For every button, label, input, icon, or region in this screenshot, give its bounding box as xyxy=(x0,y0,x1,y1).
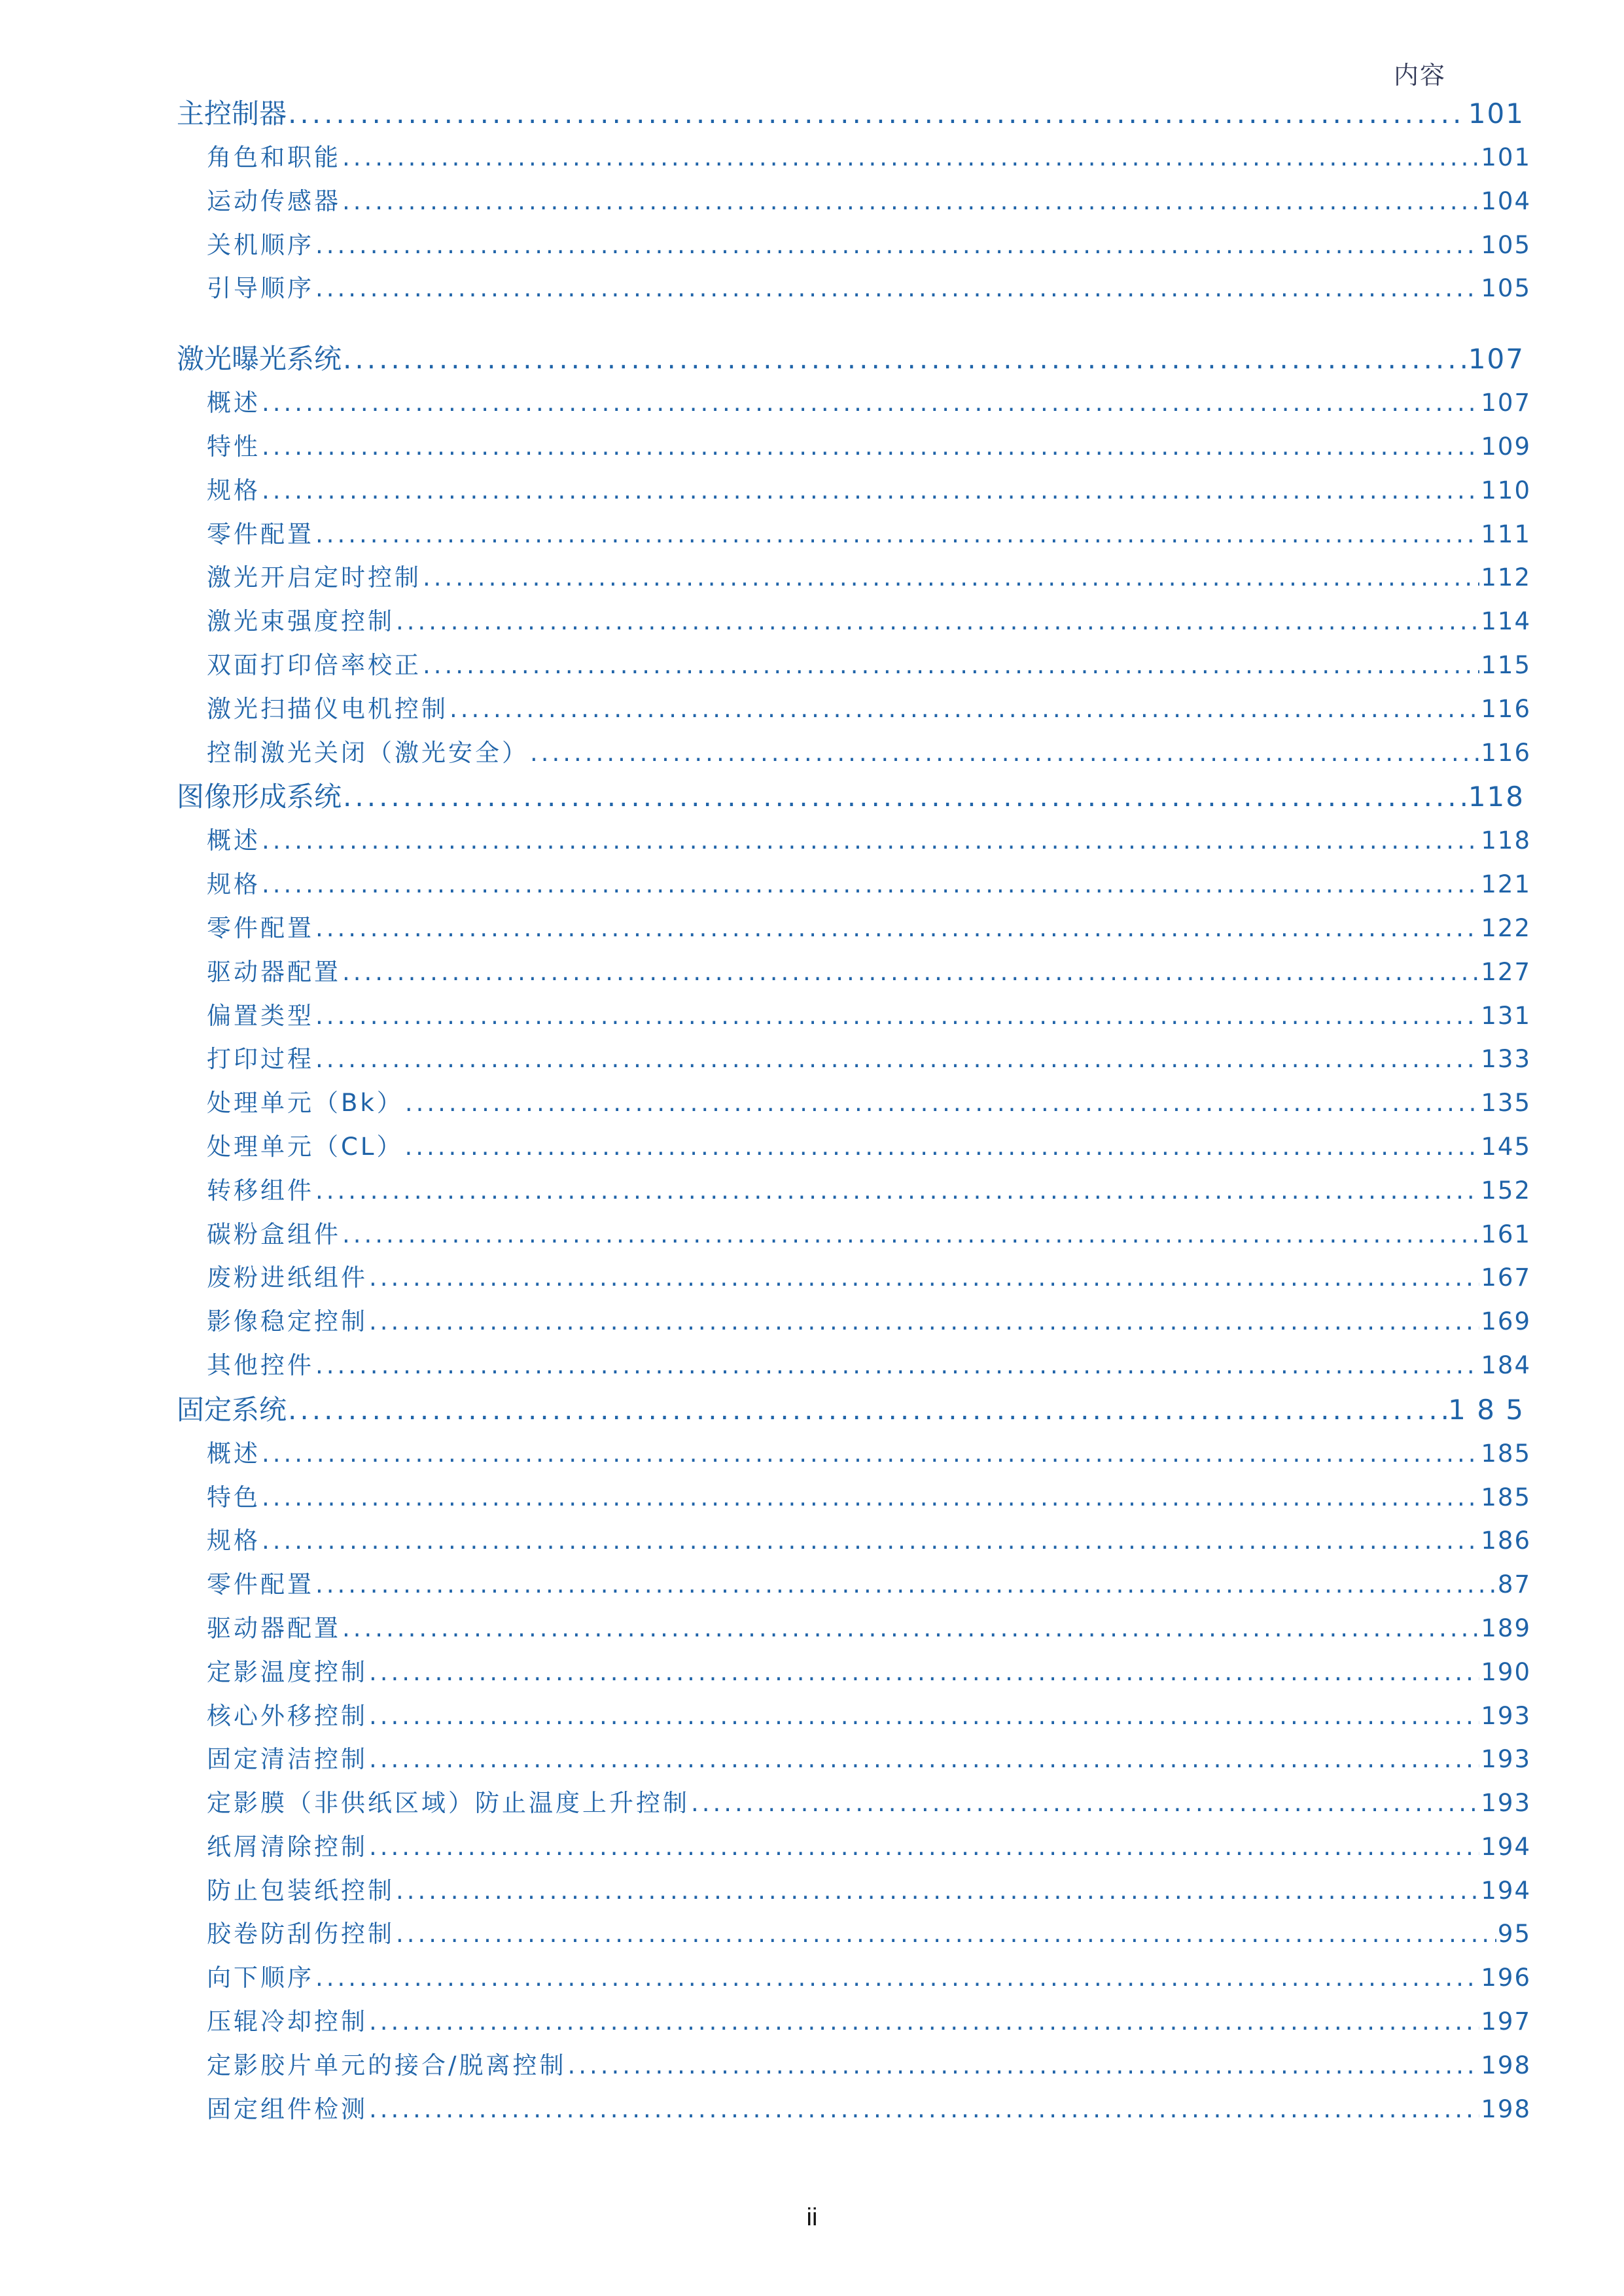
toc-leader-dots xyxy=(315,513,1479,557)
toc-item-title: 处理单元（CL） xyxy=(207,1132,404,1161)
toc-leader-dots xyxy=(315,1563,1496,1607)
toc-item-title: 零件配置 xyxy=(207,520,314,548)
toc-item-page: 122 xyxy=(1481,913,1531,942)
toc-item-entry[interactable] xyxy=(177,1300,1531,1344)
toc-item-entry[interactable] xyxy=(177,1519,1531,1563)
toc-leader-dots xyxy=(262,819,1479,863)
toc-item-page: 87 xyxy=(1497,1570,1531,1599)
toc-item-entry[interactable] xyxy=(177,224,1531,268)
toc-item-page: 111 xyxy=(1481,520,1531,548)
toc-leader-dots xyxy=(369,1256,1479,1300)
toc-leader-dots xyxy=(369,1300,1479,1344)
toc-item-page: 121 xyxy=(1481,870,1531,899)
toc-item-page: 185 xyxy=(1481,1483,1531,1511)
toc-leader-dots xyxy=(262,1432,1479,1476)
toc-item-title: 零件配置 xyxy=(207,913,314,942)
toc-item-entry[interactable] xyxy=(177,1782,1531,1826)
toc-item-entry[interactable] xyxy=(177,267,1531,311)
toc-leader-dots xyxy=(262,469,1479,513)
toc-leader-dots xyxy=(567,2044,1479,2088)
toc-leader-dots xyxy=(262,1476,1479,1520)
toc-item-title: 偏置类型 xyxy=(207,1001,314,1030)
toc-leader-dots xyxy=(423,556,1479,600)
toc-item-page: 114 xyxy=(1481,607,1531,636)
toc-item-title: 转移组件 xyxy=(207,1176,314,1205)
toc-item-title: 驱动器配置 xyxy=(207,1614,341,1642)
toc-leader-dots xyxy=(369,1695,1479,1739)
toc-item-entry[interactable] xyxy=(177,2000,1531,2044)
toc-leader-dots xyxy=(262,381,1479,425)
toc-item-entry[interactable] xyxy=(177,644,1531,688)
toc-item-page: 135 xyxy=(1481,1089,1531,1118)
toc-item-title: 双面打印倍率校正 xyxy=(207,650,421,679)
toc-item-title: 碳粉盒组件 xyxy=(207,1220,341,1248)
toc-item-page: 193 xyxy=(1481,1701,1531,1730)
toc-item-entry[interactable] xyxy=(177,1651,1531,1695)
toc-leader-dots xyxy=(343,337,1467,381)
toc-item-title: 驱动器配置 xyxy=(207,957,341,986)
toc-item-page: 145 xyxy=(1481,1132,1531,1161)
toc-leader-dots xyxy=(315,224,1479,268)
toc-item-title: 胶卷防刮伤控制 xyxy=(207,1920,395,1949)
toc-item-title: 激光开启定时控制 xyxy=(207,563,421,592)
toc-item-entry[interactable] xyxy=(177,1563,1531,1607)
toc-leader-dots xyxy=(396,1913,1496,1956)
toc-item-page: 169 xyxy=(1481,1307,1531,1336)
toc-leader-dots xyxy=(396,600,1479,644)
toc-item-title: 关机顺序 xyxy=(207,230,314,259)
toc-item-entry[interactable] xyxy=(177,600,1531,644)
toc-item-page: 186 xyxy=(1481,1527,1531,1555)
toc-item-page: 194 xyxy=(1481,1832,1531,1861)
toc-item-page: 105 xyxy=(1481,230,1531,259)
toc-leader-dots xyxy=(288,1388,1447,1432)
toc-item-title: 规格 xyxy=(207,870,260,899)
toc-item-page: 110 xyxy=(1481,476,1531,504)
toc-leader-dots xyxy=(315,267,1479,311)
toc-leader-dots xyxy=(369,1738,1479,1782)
toc-section-entry[interactable] xyxy=(177,775,1531,819)
toc-item-entry[interactable] xyxy=(177,1169,1531,1213)
toc-item-page: 104 xyxy=(1481,186,1531,215)
toc-item-title: 概述 xyxy=(207,389,260,417)
toc-item-entry[interactable] xyxy=(177,180,1531,224)
toc-leader-dots xyxy=(405,1082,1480,1125)
toc-item-entry[interactable] xyxy=(177,1869,1531,1913)
toc-item-title: 激光扫描仪电机控制 xyxy=(207,694,448,723)
toc-item-title: 零件配置 xyxy=(207,1570,314,1599)
toc-section-title: 激光曝光系统 xyxy=(177,343,342,376)
toc-item-page: 167 xyxy=(1481,1263,1531,1292)
toc-item-page: 193 xyxy=(1481,1745,1531,1774)
toc-leader-dots xyxy=(315,1344,1479,1388)
toc-item-title: 防止包装纸控制 xyxy=(207,1876,395,1905)
toc-item-title: 打印过程 xyxy=(207,1045,314,1074)
toc-leader-dots xyxy=(450,688,1479,732)
toc-item-entry[interactable] xyxy=(177,2044,1531,2088)
toc-item-title: 废粉进纸组件 xyxy=(207,1263,368,1292)
toc-leader-dots xyxy=(342,136,1479,180)
toc-item-page: 112 xyxy=(1481,563,1531,592)
toc-leader-dots xyxy=(369,1651,1479,1695)
toc-item-title: 定影膜（非供纸区域）防止温度上升控制 xyxy=(207,1789,690,1818)
toc-leader-dots xyxy=(404,1125,1479,1169)
toc-leader-dots xyxy=(396,1869,1479,1913)
toc-item-title: 规格 xyxy=(207,476,260,504)
toc-item-title: 激光束强度控制 xyxy=(207,607,395,636)
toc-item-page: 185 xyxy=(1481,1439,1531,1468)
toc-item-page: 194 xyxy=(1481,1876,1531,1905)
page-header-label: 内容 xyxy=(1394,61,1447,90)
toc-item-entry[interactable] xyxy=(177,819,1531,863)
toc-item-title: 特色 xyxy=(207,1483,260,1511)
toc-item-entry[interactable] xyxy=(177,1607,1531,1651)
toc-item-page: 109 xyxy=(1481,432,1531,461)
toc-leader-dots xyxy=(262,1519,1479,1563)
toc-item-page: 115 xyxy=(1481,650,1531,679)
toc-item-title: 压辊冷却控制 xyxy=(207,2007,368,2036)
toc-item-entry[interactable] xyxy=(177,1256,1531,1300)
toc-item-entry[interactable] xyxy=(177,1956,1531,2000)
toc-item-page: 193 xyxy=(1481,1789,1531,1818)
toc-item-title: 概述 xyxy=(207,826,260,855)
toc-item-page: 184 xyxy=(1481,1351,1531,1379)
toc-item-entry[interactable] xyxy=(177,1432,1531,1476)
toc-section-page: 107 xyxy=(1468,343,1525,376)
toc-leader-dots xyxy=(315,1956,1479,2000)
toc-leader-dots xyxy=(369,2088,1479,2132)
toc-item-title: 引导顺序 xyxy=(207,274,314,303)
toc-item-entry[interactable] xyxy=(177,1695,1531,1739)
toc-item-entry[interactable] xyxy=(177,556,1531,600)
toc-leader-dots xyxy=(262,425,1479,469)
toc-item-page: 101 xyxy=(1481,143,1531,171)
toc-item-title: 特性 xyxy=(207,432,260,461)
toc-item-title: 纸屑清除控制 xyxy=(207,1832,368,1861)
toc-item-entry[interactable] xyxy=(177,688,1531,732)
toc-item-entry[interactable] xyxy=(177,1476,1531,1520)
toc-item-page: 127 xyxy=(1481,957,1531,986)
toc-item-title: 概述 xyxy=(207,1439,260,1468)
toc-leader-dots xyxy=(691,1782,1479,1826)
toc-item-page: 107 xyxy=(1481,389,1531,417)
toc-leader-dots xyxy=(342,951,1479,995)
toc-leader-dots xyxy=(369,2000,1479,2044)
toc-item-title: 控制激光关闭（激光安全） xyxy=(207,738,529,767)
toc-leader-dots xyxy=(315,907,1479,951)
toc-item-title: 运动传感器 xyxy=(207,186,341,215)
toc-item-entry[interactable] xyxy=(177,513,1531,557)
toc-item-page: 105 xyxy=(1481,274,1531,303)
toc-item-page: 198 xyxy=(1481,2094,1531,2123)
toc-leader-dots xyxy=(343,775,1467,819)
table-of-contents xyxy=(177,92,1531,2131)
toc-leader-dots xyxy=(342,1213,1479,1257)
toc-leader-dots xyxy=(262,863,1479,907)
toc-item-title: 规格 xyxy=(207,1527,260,1555)
toc-item-page: 133 xyxy=(1481,1045,1531,1074)
toc-item-entry[interactable] xyxy=(177,907,1531,951)
toc-item-entry[interactable] xyxy=(177,1213,1531,1257)
toc-item-title: 影像稳定控制 xyxy=(207,1307,368,1336)
toc-item-page: 189 xyxy=(1481,1614,1531,1642)
toc-item-page: 190 xyxy=(1481,1657,1531,1686)
toc-item-title: 角色和职能 xyxy=(207,143,341,171)
toc-item-entry[interactable] xyxy=(177,863,1531,907)
toc-item-page: 116 xyxy=(1481,694,1531,723)
page-number: ii xyxy=(806,2204,818,2231)
toc-item-entry[interactable] xyxy=(177,425,1531,469)
toc-item-entry[interactable] xyxy=(177,2088,1531,2132)
toc-section-title: 图像形成系统 xyxy=(177,781,342,813)
toc-item-entry[interactable] xyxy=(177,1082,1531,1125)
toc-section-entry[interactable] xyxy=(177,1388,1531,1432)
toc-section-entry[interactable] xyxy=(177,337,1531,381)
toc-section-page: 118 xyxy=(1468,781,1525,813)
toc-item-entry[interactable] xyxy=(177,469,1531,513)
toc-item-page: 131 xyxy=(1481,1001,1531,1030)
toc-item-page: 116 xyxy=(1481,738,1531,767)
toc-item-entry[interactable] xyxy=(177,136,1531,180)
toc-section-entry[interactable] xyxy=(177,92,1531,136)
toc-item-entry[interactable] xyxy=(177,732,1531,775)
toc-section-title: 固定系统 xyxy=(177,1393,287,1426)
toc-item-page: 152 xyxy=(1481,1176,1531,1205)
toc-item-entry[interactable] xyxy=(177,1344,1531,1388)
toc-item-entry[interactable] xyxy=(177,1125,1531,1169)
toc-item-page: 95 xyxy=(1497,1920,1531,1949)
toc-item-title: 固定组件检测 xyxy=(207,2094,368,2123)
toc-leader-dots xyxy=(530,732,1479,775)
toc-item-title: 定影温度控制 xyxy=(207,1657,368,1686)
toc-item-title: 向下顺序 xyxy=(207,1964,314,1992)
toc-item-title: 处理单元（Bk） xyxy=(207,1089,404,1118)
toc-leader-dots xyxy=(315,1169,1479,1213)
toc-item-page: 197 xyxy=(1481,2007,1531,2036)
toc-leader-dots xyxy=(342,180,1479,224)
toc-item-entry[interactable] xyxy=(177,1038,1531,1082)
toc-leader-dots xyxy=(369,1826,1479,1869)
toc-item-page: 196 xyxy=(1481,1964,1531,1992)
toc-item-entry[interactable] xyxy=(177,951,1531,995)
toc-item-entry[interactable] xyxy=(177,381,1531,425)
toc-item-page: 161 xyxy=(1481,1220,1531,1248)
toc-item-entry[interactable] xyxy=(177,1826,1531,1869)
toc-section-title: 主控制器 xyxy=(177,97,287,130)
toc-leader-dots xyxy=(315,995,1479,1038)
toc-item-page: 198 xyxy=(1481,2051,1531,2079)
toc-item-title: 定影胶片单元的接合/脱离控制 xyxy=(207,2051,567,2079)
toc-leader-dots xyxy=(288,92,1467,136)
toc-leader-dots xyxy=(342,1607,1479,1651)
toc-item-entry[interactable] xyxy=(177,995,1531,1038)
toc-item-title: 其他控件 xyxy=(207,1351,314,1379)
toc-item-title: 固定清洁控制 xyxy=(207,1745,368,1774)
toc-item-entry[interactable] xyxy=(177,1738,1531,1782)
toc-leader-dots xyxy=(315,1038,1479,1082)
toc-item-page: 118 xyxy=(1481,826,1531,855)
toc-item-entry[interactable] xyxy=(177,1913,1531,1956)
toc-item-title: 核心外移控制 xyxy=(207,1701,368,1730)
toc-section-page: 101 xyxy=(1468,97,1525,130)
toc-leader-dots xyxy=(423,644,1479,688)
toc-section-page: 1 8 5 xyxy=(1448,1393,1525,1426)
